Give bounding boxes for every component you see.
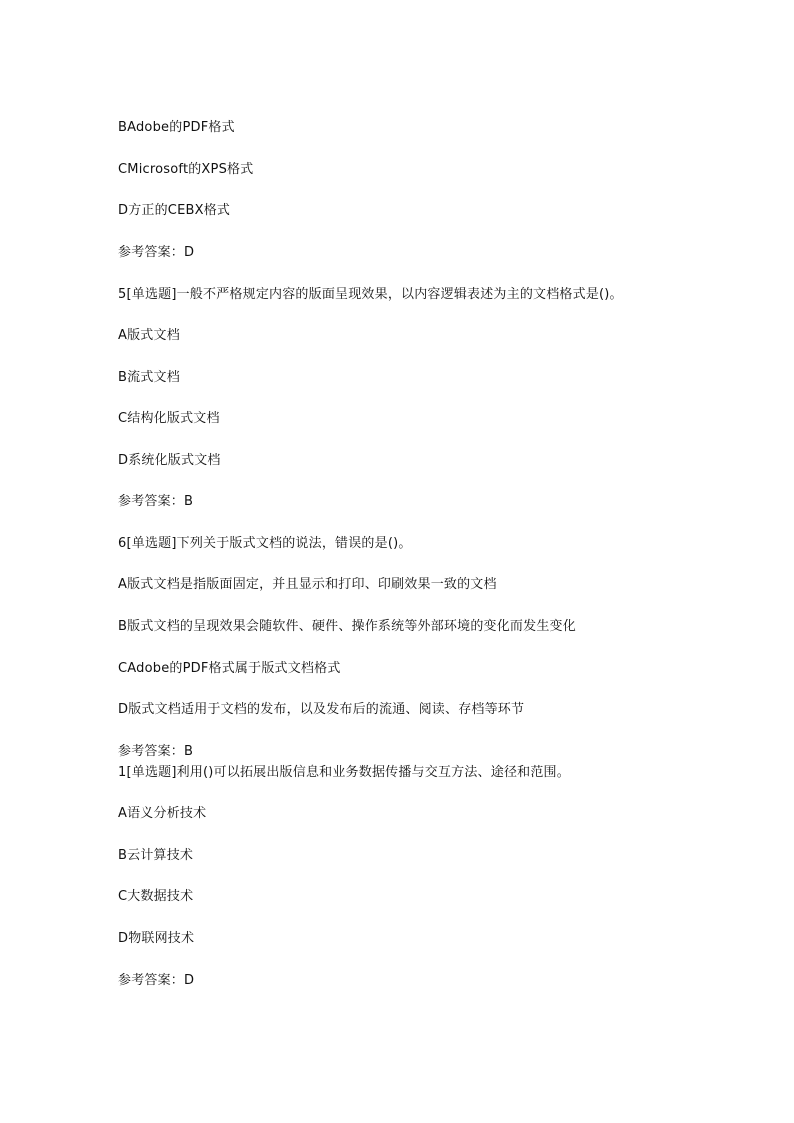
q6-option-a: A版式文档是指版面固定，并且显示和打印、印刷效果一致的文档	[118, 577, 497, 592]
q1-option-c: C大数据技术	[118, 889, 194, 904]
answer-key: 参考答案：D	[118, 245, 195, 260]
q5-option-d: D系统化版式文档	[118, 453, 221, 468]
q5-option-c: C结构化版式文档	[118, 411, 220, 426]
option-d-founder-cebx: D方正的CEBX格式	[118, 203, 231, 218]
q6-option-c: CAdobe的PDF格式属于版式文档格式	[118, 661, 341, 676]
q1-answer-key: 参考答案：D	[118, 973, 195, 988]
q5-answer-key: 参考答案：B	[118, 494, 194, 509]
q6-answer-key: 参考答案：B	[118, 744, 194, 759]
option-b-adobe-pdf: BAdobe的PDF格式	[118, 120, 235, 135]
option-c-microsoft-xps: CMicrosoft的XPS格式	[118, 162, 254, 177]
q6-option-d: D版式文档适用于文档的发布，以及发布后的流通、阅读、存档等环节	[118, 702, 525, 717]
q6-option-b: B版式文档的呈现效果会随软件、硬件、操作系统等外部环境的变化而发生变化	[118, 619, 576, 634]
question-6: 6[单选题]下列关于版式文档的说法，错误的是()。	[118, 536, 412, 551]
question-1: 1[单选题]利用()可以拓展出版信息和业务数据传播与交互方法、途径和范围。	[118, 765, 570, 780]
q1-option-d: D物联网技术	[118, 931, 195, 946]
question-5: 5[单选题]一般不严格规定内容的版面呈现效果，以内容逻辑表述为主的文档格式是()。	[118, 287, 623, 302]
q1-option-a: A语义分析技术	[118, 806, 207, 821]
q1-option-b: B云计算技术	[118, 848, 194, 863]
q5-option-a: A版式文档	[118, 328, 180, 343]
q5-option-b: B流式文档	[118, 370, 180, 385]
